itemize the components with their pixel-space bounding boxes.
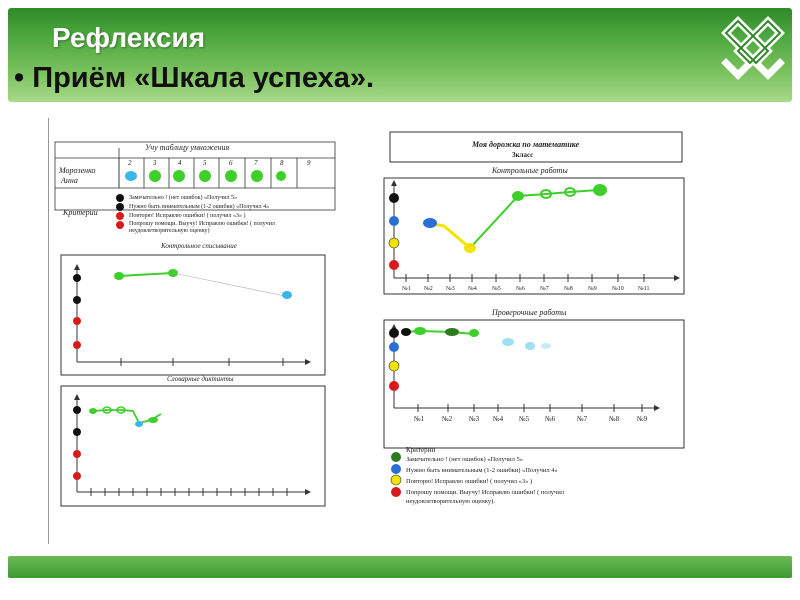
right-chart1-tick-9: №9 [588, 286, 597, 292]
right-chart2-tick-4: №4 [493, 415, 504, 423]
right-document [362, 108, 698, 548]
bullet-marker: • [14, 62, 25, 94]
right-chart2-tick-1: №1 [414, 415, 425, 423]
right-criterion-4: Попрошу помощи. Выучу! Исправлю ошибки! ( получил [406, 489, 565, 496]
right-chart2-title: Проверочные работы [492, 308, 567, 317]
right-chart1-tick-5: №5 [492, 286, 501, 292]
right-criteria-label: Критерии [406, 446, 436, 454]
left-criterion-4: Попрошу помощи. Выучу! Исправлю ошибки! ( получил неудовлетворительную оценку) [129, 221, 275, 234]
left-table-col-8: 8 [280, 159, 284, 167]
right-criterion-2: Нужно быть внимательным (1-2 ошибки) «Получил 4» [406, 467, 558, 474]
right-chart1-tick-6: №6 [516, 286, 525, 292]
right-header-line1: Моя дорожка по математике [472, 140, 580, 149]
slide-bullet [14, 62, 374, 95]
left-table-col-6: 6 [229, 159, 233, 167]
right-chart1-tick-7: №7 [540, 286, 549, 292]
left-table-col-5: 5 [203, 159, 207, 167]
right-chart1-tick-3: №3 [446, 286, 455, 292]
right-chart1-tick-8: №8 [564, 286, 573, 292]
student-name-line2: Анна [61, 176, 78, 185]
left-chart2-title: Словарные диктанты [167, 375, 234, 383]
left-table-col-3: 3 [153, 159, 157, 167]
bullet-text: Приём «Шкала успеха». [32, 62, 375, 94]
right-chart1-tick-11: №11 [638, 286, 650, 292]
right-chart2-tick-6: №6 [545, 415, 556, 423]
left-chart1-title: Контрольное списывание [161, 242, 237, 250]
left-criteria-label: Критерии [63, 208, 98, 217]
right-criterion-3: Повторю! Исправлю ошибки! ( получил «3» ) [406, 478, 533, 485]
left-table-col-2: 2 [128, 159, 132, 167]
right-chart2-tick-3: №3 [469, 415, 480, 423]
right-header-line2: 3класс [512, 151, 534, 159]
right-chart1-tick-2: №2 [424, 286, 433, 292]
right-chart2-tick-8: №8 [609, 415, 620, 423]
right-chart1-tick-10: №10 [612, 286, 624, 292]
left-table-col-9: 9 [307, 159, 311, 167]
right-criterion-1: Замечательно ! (нет ошибок) «Получил 5» [406, 456, 523, 463]
left-table-col-7: 7 [254, 159, 258, 167]
left-document-drawing [49, 118, 345, 544]
right-chart1-tick-1: №1 [402, 286, 411, 292]
slide-title: Рефлексия [52, 22, 206, 53]
left-table-col-4: 4 [178, 159, 182, 167]
left-table-title: Учу таблицу умножения [145, 143, 230, 152]
right-chart1-tick-4: №4 [468, 286, 477, 292]
logo-icon [718, 13, 788, 83]
left-criterion-2: Нужно быть внимательным (1-2 ошибки) «Получил 4» [129, 204, 270, 210]
table-marks [125, 170, 286, 182]
left-document [48, 118, 345, 544]
student-name-line1: Морозенко [59, 166, 96, 175]
left-criterion-1: Замечательно ! (нет ошибок) «Получил 5» [129, 195, 237, 201]
right-chart2-tick-2: №2 [442, 415, 453, 423]
right-chart2-tick-5: №5 [519, 415, 530, 423]
right-chart2-tick-7: №7 [577, 415, 588, 423]
right-criterion-5: неудовлетворительную оценку). [406, 498, 495, 505]
right-chart1-title: Контрольные работы [492, 166, 568, 175]
right-chart2-tick-9: №9 [637, 415, 648, 423]
left-criterion-3: Повторю! Исправлю ошибки! ( получил «3» ) [129, 213, 246, 219]
slide-footer [8, 556, 792, 578]
